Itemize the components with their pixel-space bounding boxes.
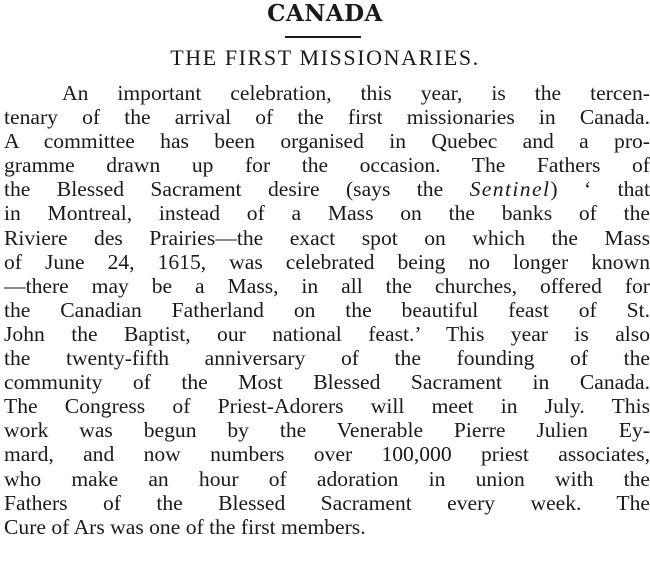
article-line: the twenty-fifth anniversary of the founding of the xyxy=(4,346,650,371)
article-line: An important celebration, this year, is the tercen- xyxy=(62,81,650,105)
article-line: Fathers of the Blessed Sacrament every week. The xyxy=(4,490,650,515)
article-line: John the Baptist, our national feast.’ This year is also xyxy=(4,321,650,346)
article-line: Cure of Ars was one of the first members. xyxy=(4,514,366,539)
article-line: gramme drawn up for the occasion. The Fathers of xyxy=(4,153,650,178)
heading-rule xyxy=(285,36,361,38)
newspaper-name: Sentinel xyxy=(469,177,551,202)
article-line: the Canadian Fatherland on the beautiful feast of St. xyxy=(4,297,650,322)
line-segment: the Blessed Sacrament desire (says the xyxy=(4,177,470,202)
article-line: in Montreal, instead of a Mass on the banks of the xyxy=(4,201,650,226)
article-line: community of the Most Blessed Sacrament in Canada. xyxy=(4,370,650,395)
article-line: work was begun by the Venerable Pierre Julien Ey- xyxy=(4,418,650,443)
article-line-with-italic xyxy=(4,177,650,201)
article-line: A committee has been organised in Quebec and a pro- xyxy=(4,129,650,154)
article-line: who make an hour of adoration in union with the xyxy=(4,466,650,491)
article-line: of June 24, 1615, was celebrated being no longer known xyxy=(4,249,650,274)
article-title: THE FIRST MISSIONARIES. xyxy=(170,45,480,70)
article-line: tenary of the arrival of the first missionaries in Canada. xyxy=(4,105,650,130)
article-line: —there may be a Mass, in all the churches, offered for xyxy=(4,273,650,298)
article-body xyxy=(4,81,650,539)
article-line: The Congress of Priest-Adorers will meet in July. This xyxy=(4,394,650,419)
section-heading: CANADA xyxy=(267,0,383,27)
article-line: mard, and now numbers over 100,000 priest associates, xyxy=(4,442,650,467)
line-segment: ) ‘ that xyxy=(550,177,650,202)
article-line: Riviere des Prairies—the exact spot on which the Mass xyxy=(4,225,650,250)
